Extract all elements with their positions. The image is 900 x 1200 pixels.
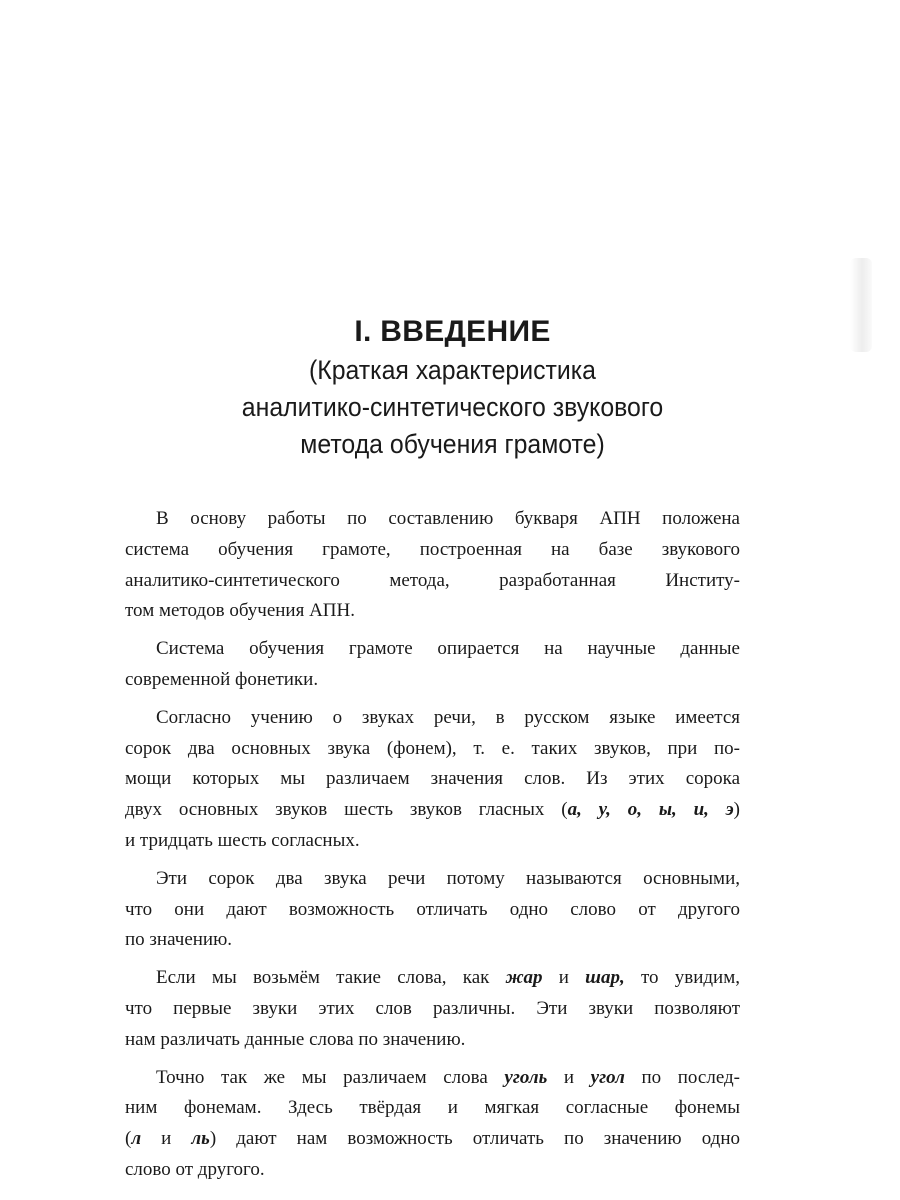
text-line [125,864,740,895]
emphasized-term: л [131,1128,142,1150]
text-run: ним фонемам. Здесь твёрдая и мягкая согласные фонемы [125,1097,740,1119]
text-run: двух основных звуков шесть звуков гласных ( [125,799,568,821]
text-run: и [542,967,586,989]
emphasized-term: шар, [585,967,625,989]
text-run: система обучения грамоте, построенная на базе звукового [125,538,740,560]
text-run: и [141,1128,192,1150]
text-line [125,1063,740,1094]
text-run: по значению. [125,929,233,951]
text-line [125,826,740,857]
text-line [125,994,740,1025]
text-run: Эти сорок два звука речи потому называются основными, [156,867,740,889]
emphasized-term: уголь [504,1066,548,1088]
text-run: ( [125,1128,132,1150]
text-line [125,764,740,795]
text-line [125,1093,740,1124]
text-run: и тридцать шесть согласных. [125,829,360,851]
text-line [125,665,740,696]
text-line [125,535,740,566]
emphasized-term: жар [505,967,543,989]
paragraph [125,864,740,956]
text-line [125,734,740,765]
text-run: Система обучения грамоте опирается на научные данные [156,638,740,660]
text-run: современной фонетики. [125,668,319,690]
text-line [125,795,740,826]
emphasized-term: угол [590,1066,625,1088]
text-run: по послед- [624,1066,740,1088]
chapter-heading [160,312,745,463]
text-line [125,634,740,665]
paragraph [125,1063,740,1186]
paragraph [125,703,740,857]
text-line [125,1124,740,1155]
text-line [125,504,740,535]
emphasized-term: а, у, о, ы, и, э [567,799,734,821]
text-run: слово от другого. [125,1158,265,1180]
text-run: аналитико-синтетического метода, разработанная Институ- [125,569,740,591]
text-run: мощи которых мы различаем значения слов. Из этих сорока [125,768,740,790]
text-run: сорок два основных звука (фонем), т. е. таких звуков, при по- [125,737,740,759]
text-run: Согласно учению о звуках речи, в русском языке имеется [156,706,740,728]
text-run: что они дают возможность отличать одно слово от другого [125,898,740,920]
page-edge-shadow [850,258,872,352]
subtitle-line: метода обучения грамоте) [300,429,605,459]
text-line [125,895,740,926]
subtitle-line: (Краткая характеристика [308,355,597,385]
text-line [125,566,740,597]
text-line [125,1025,740,1056]
text-line [125,596,740,627]
text-line [125,925,740,956]
text-run: Точно так же мы различаем слова [156,1066,505,1088]
paragraph [125,504,740,627]
text-run: ) [733,799,740,821]
text-run: то увидим, [624,967,740,989]
text-run: Если мы возьмём такие слова, как [156,967,506,989]
subtitle-line: аналитико-синтетического звукового [241,392,664,422]
text-line [125,1155,740,1186]
body-text [125,504,740,1193]
paragraph [125,634,740,696]
text-run: В основу работы по составлению букваря АПН положена [156,508,740,529]
text-line [125,963,740,994]
text-line [125,703,740,734]
text-run: нам различать данные слова по значению. [125,1028,466,1050]
text-run: том методов обучения АПН. [125,600,355,622]
chapter-title: I. ВВЕДЕНИЕ [354,315,551,348]
text-run: что первые звуки этих слов различны. Эти звуки позволяют [125,997,740,1019]
text-run: ) дают нам возможность отличать по значению одно [209,1128,740,1150]
text-run: и [547,1066,591,1088]
emphasized-term: ль [191,1128,210,1150]
paragraph [125,963,740,1055]
